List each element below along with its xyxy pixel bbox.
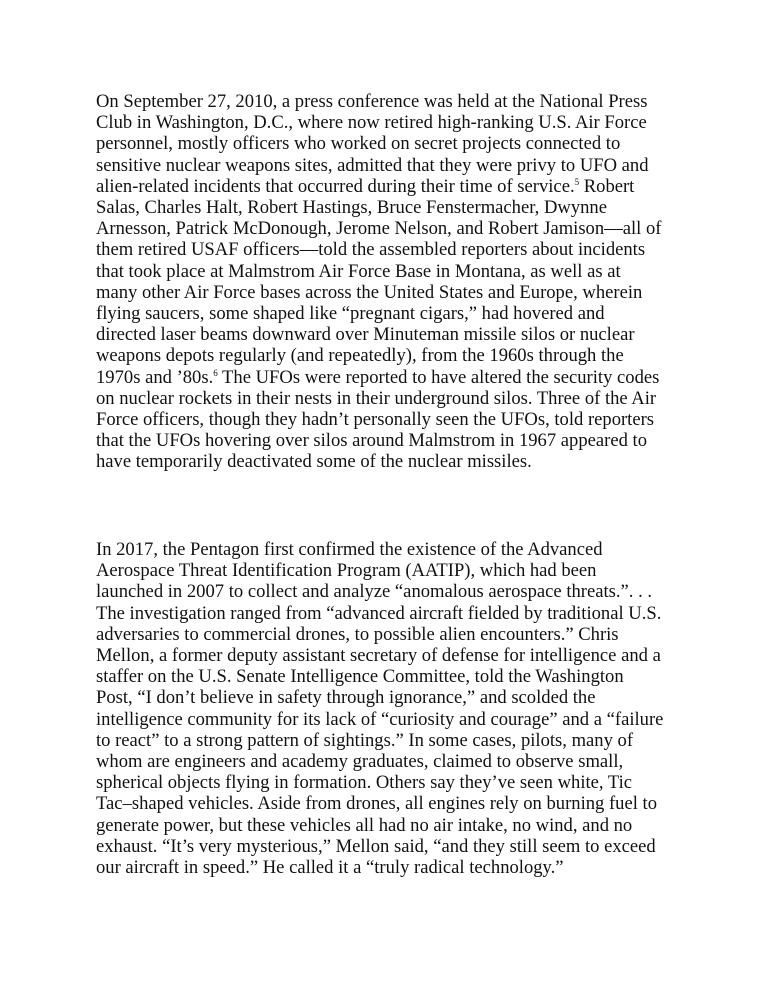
text-line: our aircraft in speed.” He called it a “truly radical technology.” xyxy=(96,857,564,879)
text-line: generate power, but these vehicles all had no air intake, no wind, and no xyxy=(96,814,633,836)
text-line: many other Air Force bases across the United States and Europe, wherein xyxy=(96,281,643,303)
text-line: them retired USAF officers—told the assembled reporters about incidents xyxy=(96,239,646,261)
footnote-marker: 5 xyxy=(574,176,580,187)
text-line: personnel, mostly officers who worked on secret projects connected to xyxy=(96,133,621,155)
text-line: Aerospace Threat Identification Program (AATIP), which had been xyxy=(96,560,597,582)
text-line: Force officers, though they hadn’t personally seen the UFOs, told reporters xyxy=(96,409,655,431)
text-line: to react” to a strong pattern of sightings.” In some cases, pilots, many of xyxy=(96,729,634,751)
text-segment: The UFOs were reported to have altered the security codes xyxy=(217,366,660,388)
footnote-marker: 6 xyxy=(213,367,218,378)
text-line: sensitive nuclear weapons sites, admitted that they were privy to UFO and xyxy=(96,154,649,176)
text-line: Club in Washington, D.C., where now retired high-ranking U.S. Air Force xyxy=(96,112,647,134)
text-line: launched in 2007 to collect and analyze “anomalous aerospace threats.”. . . xyxy=(96,581,653,603)
text-line: directed laser beams downward over Minuteman missile silos or nuclear xyxy=(96,324,635,346)
text-line: Tac–shaped vehicles. Aside from drones, all engines rely on burning fuel to xyxy=(96,793,658,815)
text-line: weapons depots regularly (and repeatedly), from the 1960s through the xyxy=(96,345,624,367)
text-segment: Robert xyxy=(579,175,635,197)
text-line: flying saucers, some shaped like “pregnant cigars,” had hovered and xyxy=(96,303,605,325)
text-line xyxy=(96,176,680,197)
paragraph-press-conference xyxy=(96,91,680,473)
text-line: Salas, Charles Halt, Robert Hastings, Bruce Fenstermacher, Dwynne xyxy=(96,197,607,219)
text-line: staffer on the U.S. Senate Intelligence Committee, told the Washington xyxy=(96,666,624,688)
text-line: Post, “I don’t believe in safety through ignorance,” and scolded the xyxy=(96,687,596,709)
text-line xyxy=(96,367,680,388)
text-line: exhaust. “It’s very mysterious,” Mellon said, “and they still seem to exceed xyxy=(96,835,656,857)
text-line: have temporarily deactivated some of the nuclear missiles. xyxy=(96,451,532,473)
text-line: that the UFOs hovering over silos around Malmstrom in 1967 appeared to xyxy=(96,430,648,452)
text-line: Mellon, a former deputy assistant secretary of defense for intelligence and a xyxy=(96,645,661,667)
text-line: intelligence community for its lack of “curiosity and courage” and a “failure xyxy=(96,708,664,730)
text-segment: alien-related incidents that occurred during their time of service. xyxy=(96,175,575,197)
text-segment: 1970s and ’80s. xyxy=(96,366,214,388)
text-line: adversaries to commercial drones, to possible alien encounters.” Chris xyxy=(96,623,619,645)
text-line: In 2017, the Pentagon first confirmed the existence of the Advanced xyxy=(96,539,603,560)
text-line: on nuclear rockets in their nests in their underground silos. Three of the Air xyxy=(96,387,657,409)
text-line: that took place at Malmstrom Air Force Base in Montana, as well as at xyxy=(96,260,621,282)
text-line: spherical objects flying in formation. Others say they’ve seen white, Tic xyxy=(96,772,633,794)
text-line: Arnesson, Patrick McDonough, Jerome Nelson, and Robert Jamison—all of xyxy=(96,218,662,240)
text-line: On September 27, 2010, a press conference was held at the National Press xyxy=(96,91,648,112)
text-line: The investigation ranged from “advanced aircraft fielded by traditional U.S. xyxy=(96,602,662,624)
paragraph-aatip-program xyxy=(96,539,680,878)
text-line: whom are engineers and academy graduates, claimed to observe small, xyxy=(96,751,624,773)
